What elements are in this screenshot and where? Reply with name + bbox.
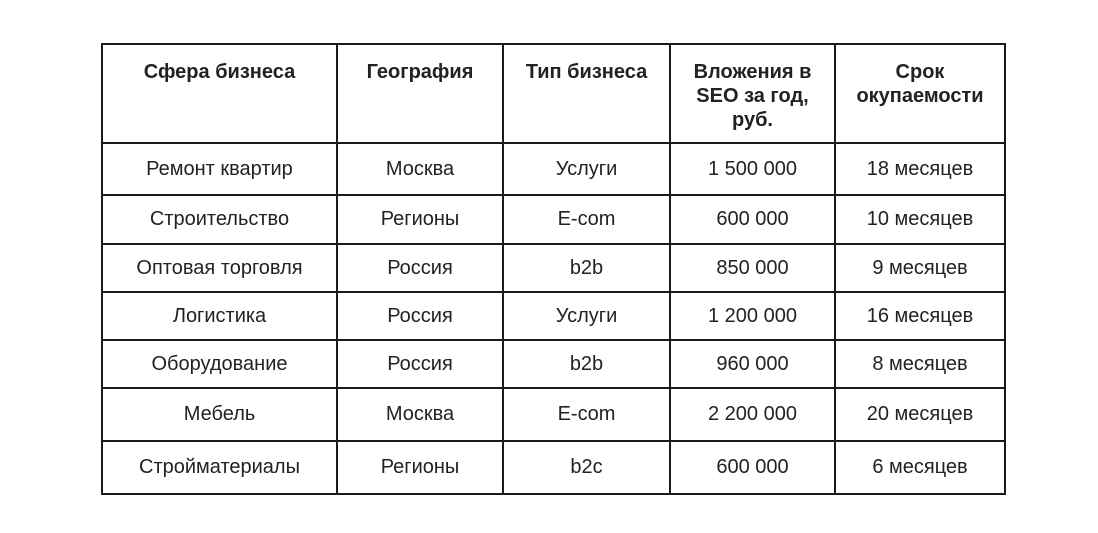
cell-seo-investment: 600 000 bbox=[670, 441, 835, 494]
cell-geography: Россия bbox=[337, 340, 503, 388]
cell-geography: Москва bbox=[337, 388, 503, 441]
table-row bbox=[102, 292, 1005, 340]
header-seo-investment: Вложения в SEO за год, руб. bbox=[670, 44, 835, 143]
cell-seo-investment: 600 000 bbox=[670, 195, 835, 244]
table-body bbox=[102, 143, 1005, 494]
header-row bbox=[102, 44, 1005, 143]
header-geography: География bbox=[337, 44, 503, 143]
header-business-type: Тип бизнеса bbox=[503, 44, 670, 143]
table-row bbox=[102, 441, 1005, 494]
cell-seo-investment: 1 200 000 bbox=[670, 292, 835, 340]
header-payback-period: Срок окупаемости bbox=[835, 44, 1005, 143]
cell-business-sphere: Логистика bbox=[102, 292, 337, 340]
cell-business-sphere: Стройматериалы bbox=[102, 441, 337, 494]
cell-business-sphere: Ремонт квартир bbox=[102, 143, 337, 195]
cell-seo-investment: 2 200 000 bbox=[670, 388, 835, 441]
cell-seo-investment: 1 500 000 bbox=[670, 143, 835, 195]
cell-geography: Регионы bbox=[337, 441, 503, 494]
cell-payback-period: 18 месяцев bbox=[835, 143, 1005, 195]
cell-geography: Москва bbox=[337, 143, 503, 195]
cell-business-sphere: Оптовая торговля bbox=[102, 244, 337, 292]
table-header bbox=[102, 44, 1005, 143]
cell-business-type: Услуги bbox=[503, 143, 670, 195]
cell-business-type: E-com bbox=[503, 195, 670, 244]
cell-business-type: Услуги bbox=[503, 292, 670, 340]
cell-business-type: b2b bbox=[503, 340, 670, 388]
cell-seo-investment: 850 000 bbox=[670, 244, 835, 292]
table-row bbox=[102, 388, 1005, 441]
table-row bbox=[102, 340, 1005, 388]
table-row bbox=[102, 143, 1005, 195]
cell-business-sphere: Строительство bbox=[102, 195, 337, 244]
cell-payback-period: 9 месяцев bbox=[835, 244, 1005, 292]
cell-payback-period: 6 месяцев bbox=[835, 441, 1005, 494]
cell-payback-period: 16 месяцев bbox=[835, 292, 1005, 340]
header-business-sphere: Сфера бизнеса bbox=[102, 44, 337, 143]
cell-payback-period: 20 месяцев bbox=[835, 388, 1005, 441]
cell-business-type: b2c bbox=[503, 441, 670, 494]
cell-geography: Россия bbox=[337, 244, 503, 292]
cell-geography: Регионы bbox=[337, 195, 503, 244]
cell-payback-period: 10 месяцев bbox=[835, 195, 1005, 244]
cell-business-type: b2b bbox=[503, 244, 670, 292]
table-row bbox=[102, 244, 1005, 292]
cell-business-sphere: Оборудование bbox=[102, 340, 337, 388]
table-row bbox=[102, 195, 1005, 244]
cell-business-type: E-com bbox=[503, 388, 670, 441]
cell-business-sphere: Мебель bbox=[102, 388, 337, 441]
seo-investment-table bbox=[101, 43, 1006, 495]
cell-geography: Россия bbox=[337, 292, 503, 340]
cell-seo-investment: 960 000 bbox=[670, 340, 835, 388]
cell-payback-period: 8 месяцев bbox=[835, 340, 1005, 388]
